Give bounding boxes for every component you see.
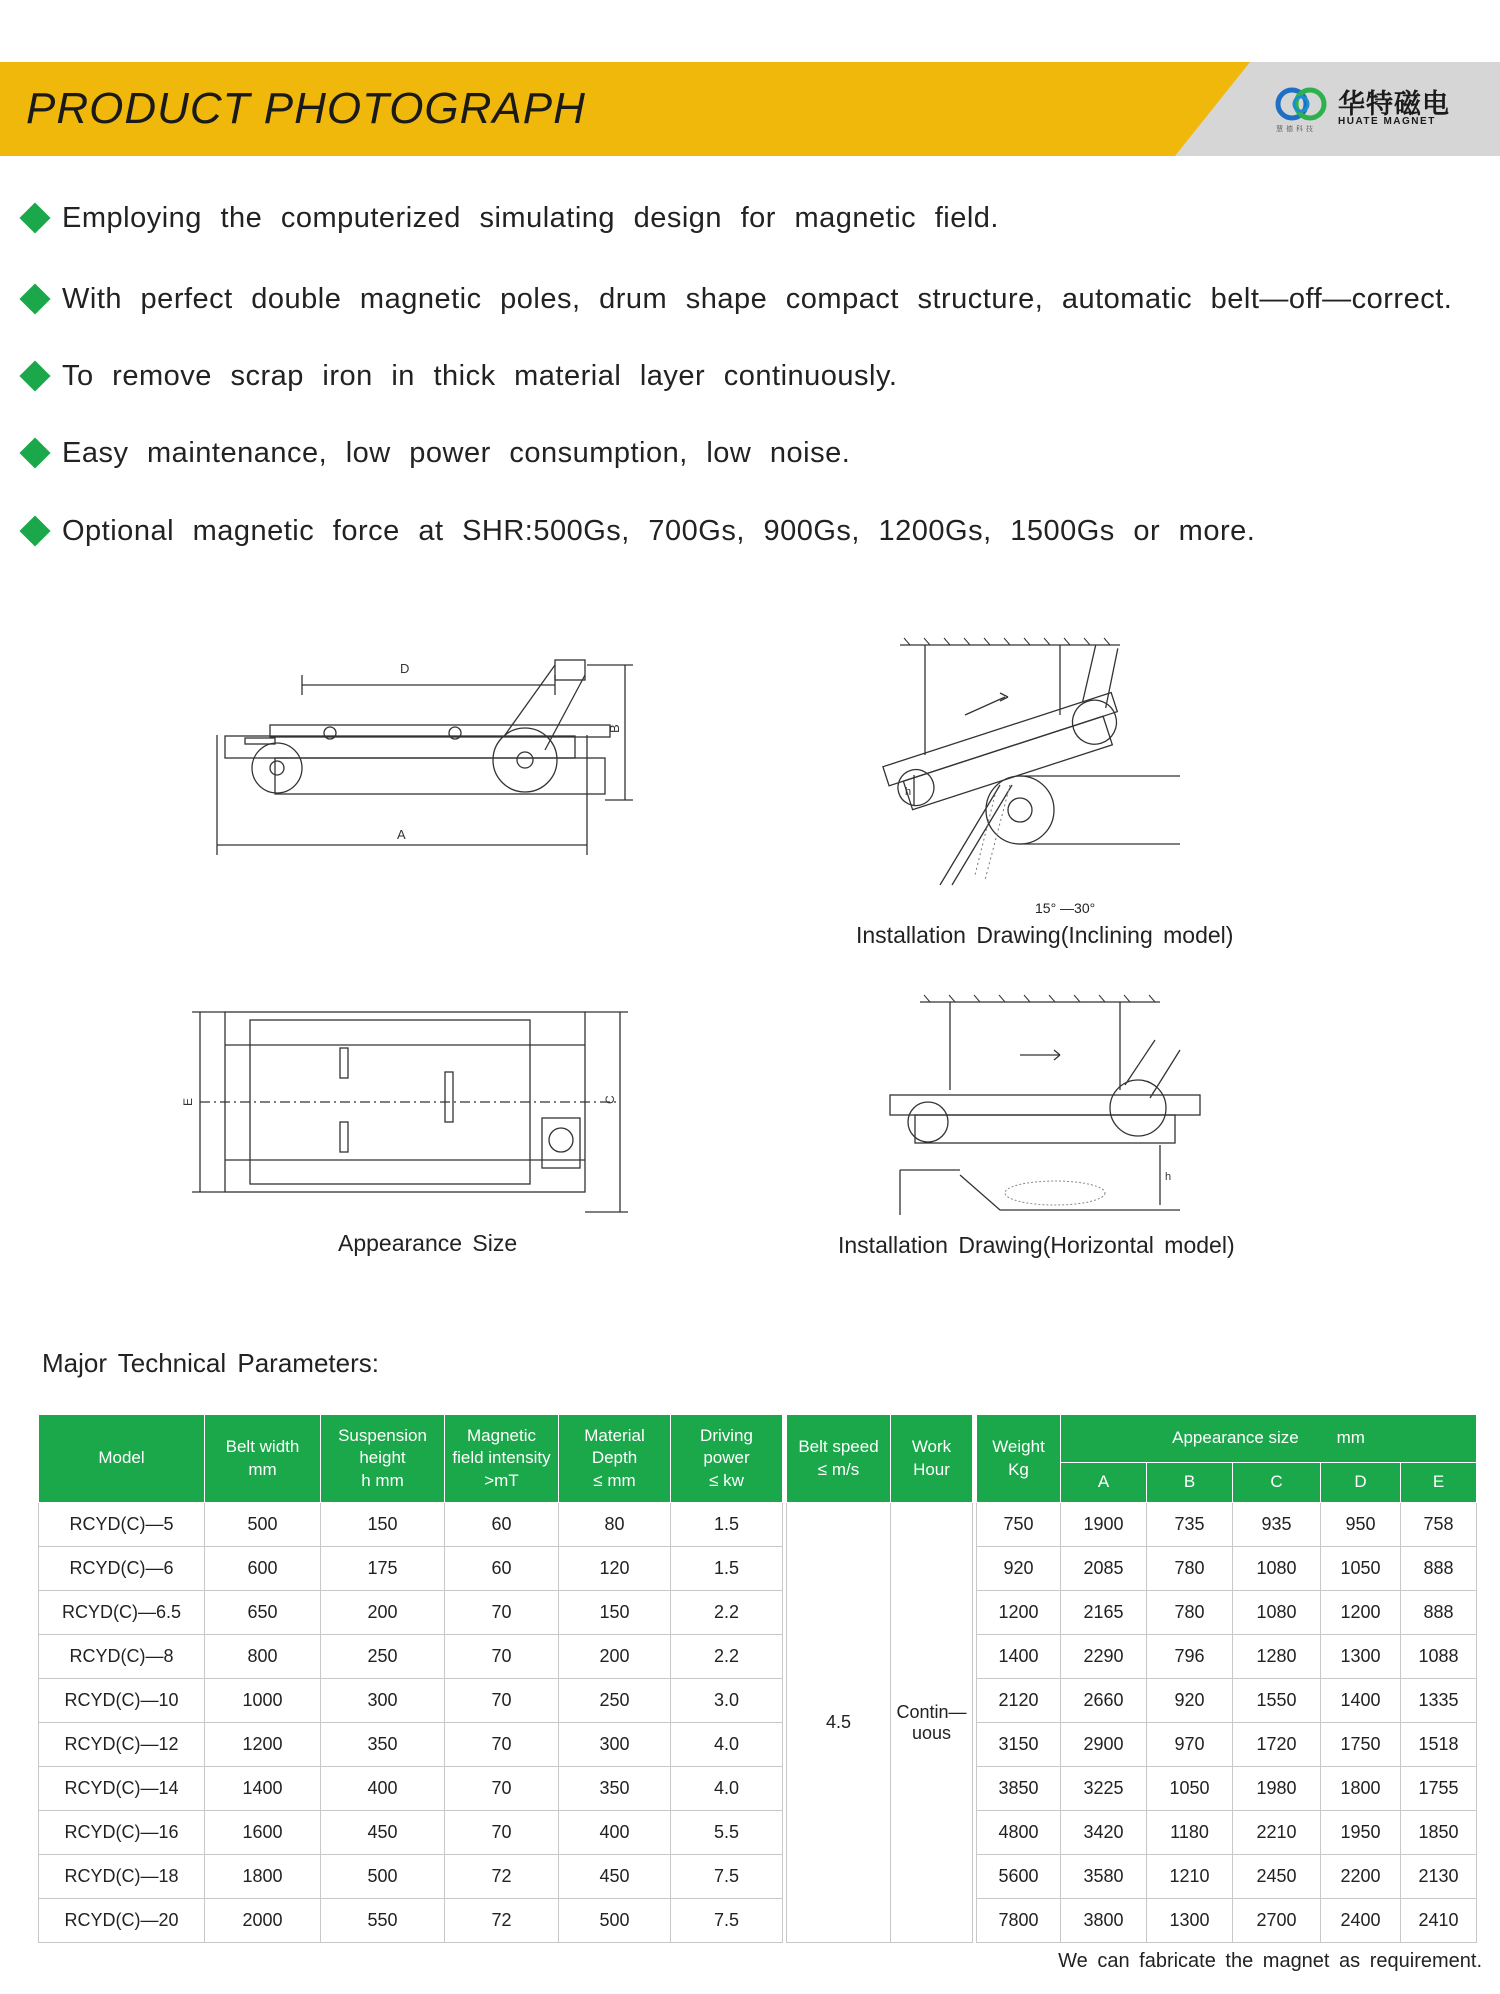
cell-depth: 350 (559, 1767, 671, 1811)
table-row (39, 1503, 1477, 1547)
cell-depth: 250 (559, 1679, 671, 1723)
diamond-bullet-icon (19, 515, 50, 546)
cell-a: 2660 (1061, 1679, 1147, 1723)
cell-c: 1720 (1233, 1723, 1321, 1767)
column-gap (783, 1635, 787, 1679)
cell-e: 1518 (1401, 1723, 1477, 1767)
logo-name-en: HUATE MAGNET (1338, 116, 1436, 127)
caption-horizontal: Installation Drawing(Horizontal model) (838, 1232, 1235, 1258)
cell-e: 1088 (1401, 1635, 1477, 1679)
logo-icon (1274, 84, 1334, 124)
cell-a: 2165 (1061, 1591, 1147, 1635)
column-gap (783, 1547, 787, 1591)
cell-model: RCYD(C)—18 (39, 1855, 205, 1899)
feature-item (16, 198, 999, 238)
logo-tagline: 慧德科技 (1276, 126, 1316, 133)
cell-b: 796 (1147, 1635, 1233, 1679)
header-banner (0, 62, 1500, 156)
cell-e: 1335 (1401, 1679, 1477, 1723)
header-belt-speed: Belt speed ≤ m/s (787, 1415, 891, 1503)
cell-d: 1800 (1321, 1767, 1401, 1811)
cell-d: 2400 (1321, 1899, 1401, 1943)
cell-d: 1200 (1321, 1591, 1401, 1635)
table-row (39, 1811, 1477, 1855)
cell-a: 3225 (1061, 1767, 1147, 1811)
cell-a: 2900 (1061, 1723, 1147, 1767)
feature-item (16, 279, 1452, 319)
cell-b: 780 (1147, 1547, 1233, 1591)
dim-label-d: D (400, 661, 410, 676)
header-driving-power: Driving power ≤ kw (671, 1415, 783, 1503)
cell-c: 1550 (1233, 1679, 1321, 1723)
cell-height: 350 (321, 1723, 445, 1767)
cell-d: 1050 (1321, 1547, 1401, 1591)
header-size-b: B (1147, 1463, 1233, 1503)
cell-work-hour: Contin— uous (891, 1503, 973, 1943)
cell-power: 1.5 (671, 1547, 783, 1591)
cell-belt-width: 500 (205, 1503, 321, 1547)
diamond-bullet-icon (19, 437, 50, 468)
header-model: Model (39, 1415, 205, 1503)
caption-inclining: Installation Drawing(Inclining model) (856, 922, 1234, 948)
cell-power: 4.0 (671, 1767, 783, 1811)
parameters-table (38, 1414, 1477, 1943)
cell-height: 175 (321, 1547, 445, 1591)
cell-c: 1080 (1233, 1591, 1321, 1635)
cell-field: 70 (445, 1723, 559, 1767)
table-row (39, 1899, 1477, 1943)
cell-field: 70 (445, 1591, 559, 1635)
table-row (39, 1767, 1477, 1811)
feature-text: With perfect double magnetic poles, drum shape compact structure, automatic belt—off—correct. (62, 282, 1453, 315)
column-gap (783, 1723, 787, 1767)
cell-belt-width: 1800 (205, 1855, 321, 1899)
cell-power: 7.5 (671, 1855, 783, 1899)
cell-b: 1180 (1147, 1811, 1233, 1855)
cell-b: 970 (1147, 1723, 1233, 1767)
cell-model: RCYD(C)—10 (39, 1679, 205, 1723)
cell-weight: 3850 (977, 1767, 1061, 1811)
cell-height: 450 (321, 1811, 445, 1855)
cell-field: 60 (445, 1547, 559, 1591)
cell-belt-width: 1400 (205, 1767, 321, 1811)
cell-power: 3.0 (671, 1679, 783, 1723)
cell-power: 2.2 (671, 1635, 783, 1679)
cell-depth: 400 (559, 1811, 671, 1855)
diamond-bullet-icon (19, 283, 50, 314)
inclining-installation-drawing (870, 635, 1200, 915)
cell-e: 2130 (1401, 1855, 1477, 1899)
header-appearance-size: Appearance size mm (1061, 1415, 1477, 1463)
logo-name-cn: 华特磁电 (1338, 89, 1450, 119)
table-row (39, 1635, 1477, 1679)
column-gap (783, 1679, 787, 1723)
cell-power: 5.5 (671, 1811, 783, 1855)
parameters-title: Major Technical Parameters: (42, 1348, 379, 1378)
cell-e: 888 (1401, 1591, 1477, 1635)
cell-field: 70 (445, 1811, 559, 1855)
cell-height: 250 (321, 1635, 445, 1679)
parameters-table-body (39, 1503, 1477, 1943)
feature-item (16, 356, 897, 396)
cell-belt-width: 2000 (205, 1899, 321, 1943)
cell-d: 1950 (1321, 1811, 1401, 1855)
cell-a: 3580 (1061, 1855, 1147, 1899)
company-logo (1274, 82, 1474, 138)
cell-weight: 920 (977, 1547, 1061, 1591)
angle-label: 15° —30° (1035, 900, 1096, 915)
cell-weight: 1200 (977, 1591, 1061, 1635)
cell-weight: 750 (977, 1503, 1061, 1547)
horizontal-installation-drawing (880, 990, 1210, 1220)
cell-power: 1.5 (671, 1503, 783, 1547)
cell-weight: 4800 (977, 1811, 1061, 1855)
cell-e: 758 (1401, 1503, 1477, 1547)
cell-d: 950 (1321, 1503, 1401, 1547)
dim-label-c: C (603, 1095, 617, 1104)
cell-power: 7.5 (671, 1899, 783, 1943)
feature-text: Employing the computerized simulating design for magnetic field. (62, 201, 999, 234)
header-size-d: D (1321, 1463, 1401, 1503)
cell-field: 70 (445, 1679, 559, 1723)
cell-b: 920 (1147, 1679, 1233, 1723)
cell-model: RCYD(C)—5 (39, 1503, 205, 1547)
cell-belt-width: 1200 (205, 1723, 321, 1767)
cell-a: 2085 (1061, 1547, 1147, 1591)
cell-a: 2290 (1061, 1635, 1147, 1679)
header-suspension-height: Suspension height h mm (321, 1415, 445, 1503)
cell-e: 1850 (1401, 1811, 1477, 1855)
cell-b: 1050 (1147, 1767, 1233, 1811)
table-row (39, 1547, 1477, 1591)
cell-model: RCYD(C)—12 (39, 1723, 205, 1767)
cell-height: 150 (321, 1503, 445, 1547)
column-gap (783, 1811, 787, 1855)
cell-c: 1980 (1233, 1767, 1321, 1811)
cell-model: RCYD(C)—6.5 (39, 1591, 205, 1635)
cell-depth: 80 (559, 1503, 671, 1547)
cell-depth: 450 (559, 1855, 671, 1899)
cell-depth: 200 (559, 1635, 671, 1679)
cell-c: 1280 (1233, 1635, 1321, 1679)
cell-belt-width: 650 (205, 1591, 321, 1635)
table-row (39, 1723, 1477, 1767)
table-row (39, 1679, 1477, 1723)
caption-appearance-size: Appearance Size (338, 1230, 518, 1256)
cell-a: 3800 (1061, 1899, 1147, 1943)
header-size-c: C (1233, 1463, 1321, 1503)
column-gap (783, 1767, 787, 1811)
dim-label-a: A (397, 827, 406, 842)
cell-power: 4.0 (671, 1723, 783, 1767)
header-weight: Weight Kg (977, 1415, 1061, 1503)
cell-b: 735 (1147, 1503, 1233, 1547)
cell-field: 72 (445, 1899, 559, 1943)
cell-c: 2210 (1233, 1811, 1321, 1855)
feature-item (16, 511, 1255, 551)
cell-d: 1400 (1321, 1679, 1401, 1723)
cell-c: 935 (1233, 1503, 1321, 1547)
header-belt-width: Belt width mm (205, 1415, 321, 1503)
cell-depth: 120 (559, 1547, 671, 1591)
cell-field: 60 (445, 1503, 559, 1547)
dim-label-h: h (1165, 1171, 1172, 1183)
cell-weight: 7800 (977, 1899, 1061, 1943)
cell-belt-width: 800 (205, 1635, 321, 1679)
table-row (39, 1855, 1477, 1899)
cell-e: 1755 (1401, 1767, 1477, 1811)
cell-d: 1750 (1321, 1723, 1401, 1767)
cell-belt-width: 600 (205, 1547, 321, 1591)
appearance-top-view-drawing (180, 1000, 640, 1220)
column-gap (783, 1899, 787, 1943)
cell-model: RCYD(C)—8 (39, 1635, 205, 1679)
cell-d: 1300 (1321, 1635, 1401, 1679)
feature-item (16, 433, 850, 473)
footnote: We can fabricate the magnet as requirement. (1058, 1950, 1482, 1972)
diamond-bullet-icon (19, 202, 50, 233)
header-magnetic-field: Magnetic field intensity >mT (445, 1415, 559, 1503)
cell-model: RCYD(C)—20 (39, 1899, 205, 1943)
cell-height: 400 (321, 1767, 445, 1811)
feature-text: Optional magnetic force at SHR:500Gs, 700Gs, 900Gs, 1200Gs, 1500Gs or more. (62, 514, 1256, 547)
header-work-hour: Work Hour (891, 1415, 973, 1503)
cell-b: 780 (1147, 1591, 1233, 1635)
cell-field: 72 (445, 1855, 559, 1899)
parameters-table-wrapper (38, 1414, 1462, 1943)
dim-label-b: B (607, 724, 622, 733)
dim-label-e: E (181, 1097, 195, 1106)
cell-power: 2.2 (671, 1591, 783, 1635)
side-view-drawing (215, 655, 645, 875)
header-size-e: E (1401, 1463, 1477, 1503)
cell-height: 550 (321, 1899, 445, 1943)
header-size-a: A (1061, 1463, 1147, 1503)
cell-depth: 500 (559, 1899, 671, 1943)
cell-weight: 3150 (977, 1723, 1061, 1767)
cell-field: 70 (445, 1635, 559, 1679)
cell-height: 500 (321, 1855, 445, 1899)
cell-depth: 300 (559, 1723, 671, 1767)
cell-a: 3420 (1061, 1811, 1147, 1855)
feature-text: To remove scrap iron in thick material layer continuously. (62, 359, 898, 392)
cell-weight: 5600 (977, 1855, 1061, 1899)
feature-text: Easy maintenance, low power consumption, low noise. (62, 436, 851, 469)
diamond-bullet-icon (19, 360, 50, 391)
column-gap (783, 1591, 787, 1635)
cell-belt-speed: 4.5 (787, 1503, 891, 1943)
cell-weight: 1400 (977, 1635, 1061, 1679)
cell-e: 2410 (1401, 1899, 1477, 1943)
cell-depth: 150 (559, 1591, 671, 1635)
cell-height: 300 (321, 1679, 445, 1723)
header-material-depth: Material Depth ≤ mm (559, 1415, 671, 1503)
cell-c: 2700 (1233, 1899, 1321, 1943)
cell-weight: 2120 (977, 1679, 1061, 1723)
dim-label-h: h (905, 786, 912, 798)
cell-d: 2200 (1321, 1855, 1401, 1899)
cell-b: 1300 (1147, 1899, 1233, 1943)
cell-field: 70 (445, 1767, 559, 1811)
cell-b: 1210 (1147, 1855, 1233, 1899)
table-row (39, 1591, 1477, 1635)
page-title: PRODUCT PHOTOGRAPH (26, 84, 586, 133)
cell-belt-width: 1600 (205, 1811, 321, 1855)
cell-model: RCYD(C)—14 (39, 1767, 205, 1811)
cell-a: 1900 (1061, 1503, 1147, 1547)
cell-height: 200 (321, 1591, 445, 1635)
cell-e: 888 (1401, 1547, 1477, 1591)
cell-model: RCYD(C)—6 (39, 1547, 205, 1591)
cell-model: RCYD(C)—16 (39, 1811, 205, 1855)
column-gap (783, 1855, 787, 1899)
cell-c: 2450 (1233, 1855, 1321, 1899)
cell-c: 1080 (1233, 1547, 1321, 1591)
cell-belt-width: 1000 (205, 1679, 321, 1723)
